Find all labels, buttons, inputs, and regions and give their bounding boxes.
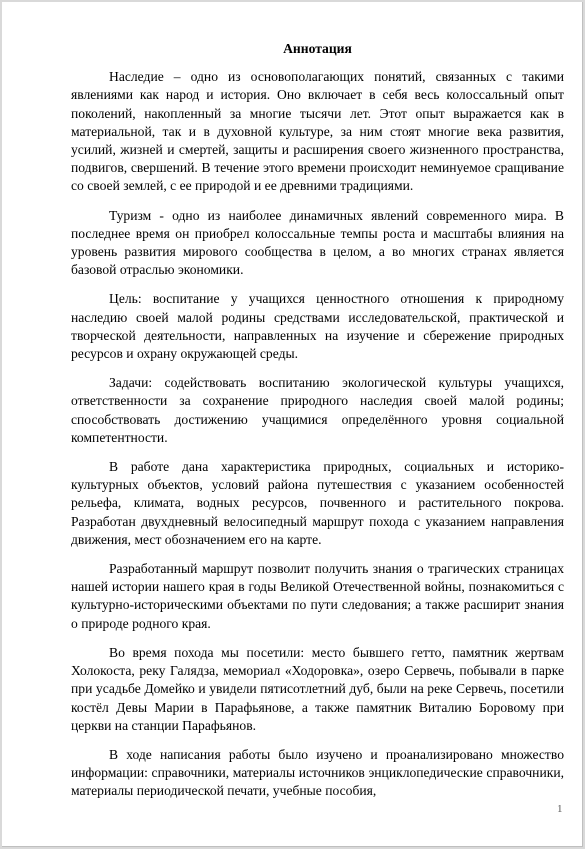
document-page bbox=[2, 2, 583, 847]
paragraph-visited: Во время похода мы посетили: место бывшего гетто, памятник жертвам Холокоста, реку Галядза, мемориал «Ходоровка», озеро Сервечь, побывали в парке при усадьбе Домейко и увидели пятисотлетний дуб, были на реке Сервечь, посетили костёл Девы Марии в Парафьянове, а также памятник Виталию Боровому при церкви на станции Парафьянов. bbox=[71, 644, 564, 733]
page-number: 1 bbox=[557, 803, 563, 815]
paragraph-tourism: Туризм - одно из наиболее динамичных явлений современного мира. В последнее время он приобрел колоссальные темпы роста и масштабы влияния на уровень развития мирового сообщества в целом, а во многих странах является базовой отраслью экономики. bbox=[71, 207, 564, 278]
paragraph-heritage: Наследие – одно из основополагающих понятий, связанных с такими явлениями как народ и история. Оно включает в себя весь колоссальный опыт поколений, накопленный за многие тысячи лет. Этот опыт выражается как в материальной, так и в духовной культуре, за ним стоят многие века развития, усилий, жизней и смертей, защиты и расширения своего жизненного пространства, подвигов, свершений. В течение этого времени происходит неминуемое сращивание со своей землей, с ее природой и ее древними традициями. bbox=[71, 69, 564, 194]
paragraph-route: Разработанный маршрут позволит получить знания о трагических страницах нашей истории нашего края в годы Великой Отечественной войны, познакомиться с культурно-историческими объектами по пути следования; а также расширит знания о природе родного края. bbox=[71, 561, 564, 631]
paragraph-goal: Цель: воспитание у учащихся ценностного отношения к природному наследию своей малой родины средствами исследовательской, практической и творческой деятельности, направленных на изучение и сбережение природных ресурсов и охрану окружающей среды. bbox=[71, 291, 564, 362]
page-title: Аннотация bbox=[283, 41, 352, 56]
paragraph-characteristics: В работе дана характеристика природных, социальных и историко-культурных объектов, условий района путешествия с указанием особенностей рельефа, климата, водных ресурсов, почвенного и растительного покрова. Разработан двухдневный велосипедный маршрут похода с указанием направления движения, мест обозначением его на карте. bbox=[71, 459, 564, 547]
paragraph-tasks: Задачи: содействовать воспитанию экологической культуры учащихся, ответственности за сохранение природного наследия своей малой родины; способствовать достижению учащимися определённого уровня социальной компетентности. bbox=[71, 375, 564, 445]
paragraph-sources: В ходе написания работы было изучено и проанализировано множество информации: справочники, материалы источников энциклопедические справочники, материалы периодической печати, учебные пособия, bbox=[71, 746, 564, 799]
page-content bbox=[71, 40, 564, 812]
